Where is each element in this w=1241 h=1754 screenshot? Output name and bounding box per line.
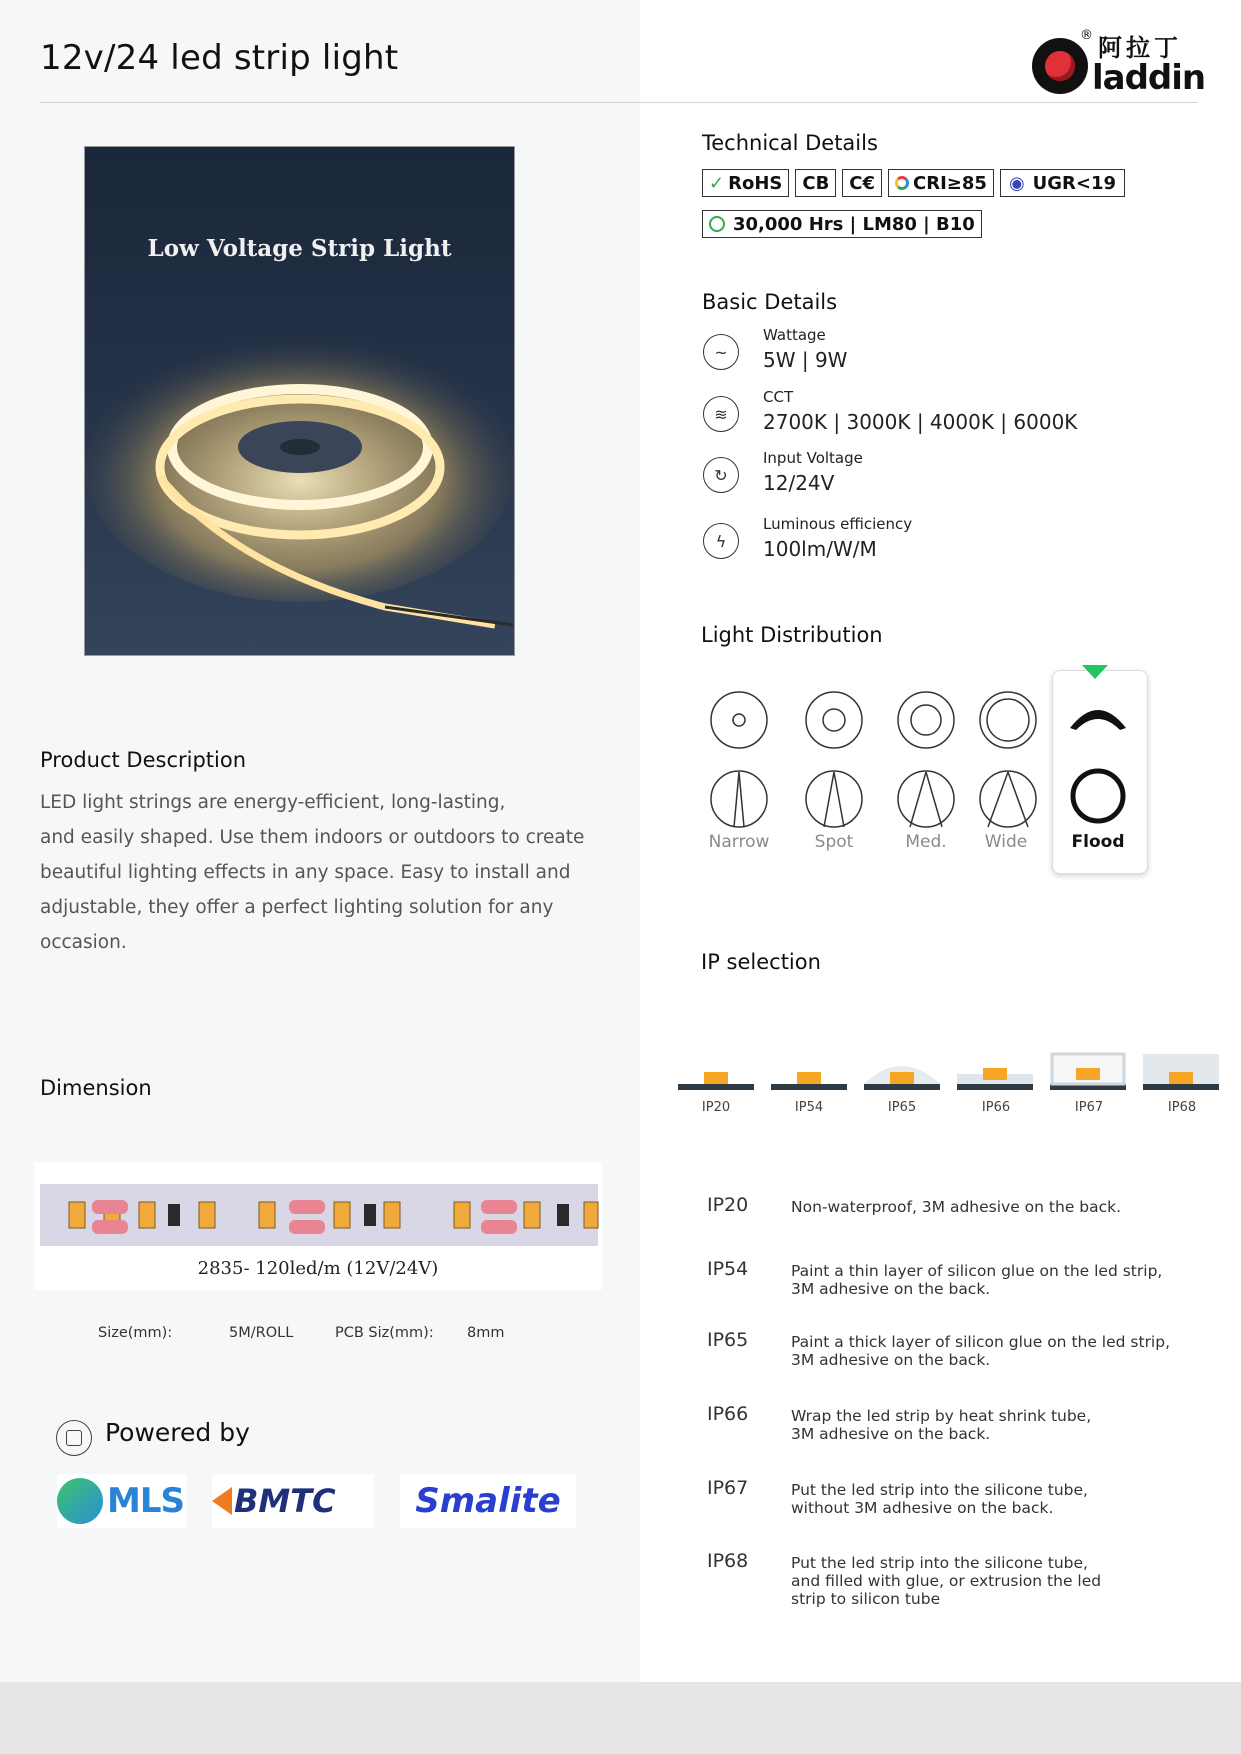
wide-option[interactable]: Wide <box>984 832 1028 852</box>
clock-icon <box>709 216 725 232</box>
lightning-icon: ϟ <box>703 523 739 559</box>
lifetime-badge-wrap <box>702 210 982 238</box>
ip-row-code: IP65 <box>707 1329 749 1351</box>
detail-value: 5W | 9W <box>763 348 848 372</box>
check-icon: ✓ <box>709 172 725 194</box>
wide-inner-icon <box>987 699 1029 741</box>
brand-logo-smalite <box>400 1474 576 1528</box>
dimension-heading: Dimension <box>40 1076 152 1100</box>
size-value: 5M/ROLL <box>229 1325 294 1341</box>
brand-name: MLS <box>107 1481 184 1521</box>
ip-row-desc: Put the led strip into the silicone tube, without 3M adhesive on the back. <box>791 1481 1088 1517</box>
brand-logo-mls <box>57 1474 187 1528</box>
title-divider <box>40 102 1198 103</box>
led-reel-illustration <box>85 147 514 655</box>
ip-thumb-label: IP67 <box>1074 1100 1104 1115</box>
product-description-heading: Product Description <box>40 748 247 772</box>
light-distribution-heading: Light Distribution <box>701 623 883 647</box>
ugr-badge: ◉ UGR<19 <box>1000 169 1125 197</box>
footer-bar <box>0 1682 1241 1754</box>
selected-indicator-icon <box>1080 663 1110 681</box>
ip-selection-heading: IP selection <box>701 950 821 974</box>
pcb-label: PCB Siz(mm): <box>335 1325 434 1341</box>
narrow-option[interactable]: Narrow <box>708 832 770 852</box>
detail-value: 2700K | 3000K | 4000K | 6000K <box>763 410 1078 434</box>
detail-label: Wattage <box>763 326 826 344</box>
logo-chinese-text: 阿拉丁 <box>1098 34 1182 62</box>
ce-badge: C€ <box>842 169 882 197</box>
pcb-value: 8mm <box>467 1325 505 1341</box>
ip-row-code: IP67 <box>707 1477 749 1499</box>
detail-label: Input Voltage <box>763 449 863 467</box>
detail-label: CCT <box>763 388 794 406</box>
flood-circle-icon <box>1073 771 1123 821</box>
description-line: LED light strings are energy-efficient, long-lasting, <box>40 792 506 813</box>
size-label: Size(mm): <box>98 1325 173 1341</box>
rohs-badge: ✓ RoHS <box>702 169 789 197</box>
description-line: adjustable, they offer a perfect lighting solution for any <box>40 897 554 918</box>
basic-details-heading: Basic Details <box>702 290 838 314</box>
flood-option[interactable]: Flood <box>1071 832 1125 852</box>
ip-row-code: IP66 <box>707 1403 749 1425</box>
photo-caption: Low Voltage Strip Light <box>147 235 452 262</box>
eye-icon: ◉ <box>1008 172 1025 194</box>
detail-label: Luminous efficiency <box>763 515 913 533</box>
page-title: 12v/24 led strip light <box>40 38 399 78</box>
logo-wordmark: laddin <box>1092 58 1206 98</box>
globe-icon <box>57 1478 103 1524</box>
chip-icon <box>56 1420 92 1456</box>
thermometer-icon: ≋ <box>703 396 739 432</box>
strip-caption: 2835- 120led/m (12V/24V) <box>197 1258 439 1279</box>
voltage-icon: ↻ <box>703 457 739 493</box>
narrow-top-icon <box>711 692 767 748</box>
logo-mark-icon <box>1032 38 1088 94</box>
detail-value: 100lm/W/M <box>763 537 877 561</box>
product-description-text <box>40 785 600 960</box>
ip-row-code: IP20 <box>707 1194 749 1216</box>
product-photo <box>84 146 515 656</box>
lifetime-badge: 30,000 Hrs | LM80 | B10 <box>702 210 982 238</box>
ip-row-desc: Wrap the led strip by heat shrink tube, 3M adhesive on the back. <box>791 1407 1092 1443</box>
beam-angle-diagram <box>700 686 1160 856</box>
brand-logo-bmtc <box>212 1474 374 1528</box>
ip-row-desc: Paint a thick layer of silicon glue on the led strip, 3M adhesive on the back. <box>791 1333 1171 1369</box>
spot-inner-icon <box>823 709 845 731</box>
spot-top-icon <box>806 692 862 748</box>
brand-name: Smalite <box>415 1481 561 1521</box>
ip-profiles-illustration <box>678 1052 1224 1092</box>
logo-registered: ® <box>1080 28 1093 43</box>
ip-thumb-label: IP68 <box>1167 1100 1197 1115</box>
med-top-icon <box>898 692 954 748</box>
med-inner-icon <box>911 705 941 735</box>
ip-row-desc: Non-waterproof, 3M adhesive on the back. <box>791 1198 1122 1216</box>
brand-logo <box>1030 28 1206 98</box>
color-wheel-icon <box>895 176 909 190</box>
ip-row-code: IP68 <box>707 1550 749 1572</box>
ip-row-desc: Put the led strip into the silicone tube, and filled with glue, or extrusion the led strip to silicon tube <box>791 1554 1102 1608</box>
technical-details-heading: Technical Details <box>702 131 878 155</box>
description-line: beautiful lighting effects in any space. Easy to install and <box>40 862 571 883</box>
ip-thumb-label: IP54 <box>794 1100 824 1115</box>
ip-thumb-label: IP66 <box>981 1100 1011 1115</box>
flood-arc-icon <box>1070 710 1126 730</box>
arrow-icon <box>212 1487 232 1515</box>
cert-badges <box>702 169 1125 197</box>
cri-badge: CRI≥85 <box>888 169 994 197</box>
strip-dimension-diagram <box>34 1162 602 1290</box>
powered-by-heading: Powered by <box>105 1418 250 1447</box>
wattage-icon: ~ <box>703 334 739 370</box>
ip-thumb-label: IP20 <box>701 1100 731 1115</box>
ip-thumb-label: IP65 <box>887 1100 917 1115</box>
brand-name: BMTC <box>234 1482 336 1520</box>
description-line: occasion. <box>40 932 127 953</box>
med-option[interactable]: Med. <box>905 832 947 852</box>
ip-row-code: IP54 <box>707 1258 749 1280</box>
narrow-inner-icon <box>733 714 745 726</box>
detail-value: 12/24V <box>763 471 835 495</box>
wide-top-icon <box>980 692 1036 748</box>
spot-option[interactable]: Spot <box>814 832 854 852</box>
description-line: and easily shaped. Use them indoors or outdoors to create <box>40 827 585 848</box>
ip-row-desc: Paint a thin layer of silicon glue on the led strip, 3M adhesive on the back. <box>791 1262 1163 1298</box>
cb-badge: CB <box>795 169 836 197</box>
